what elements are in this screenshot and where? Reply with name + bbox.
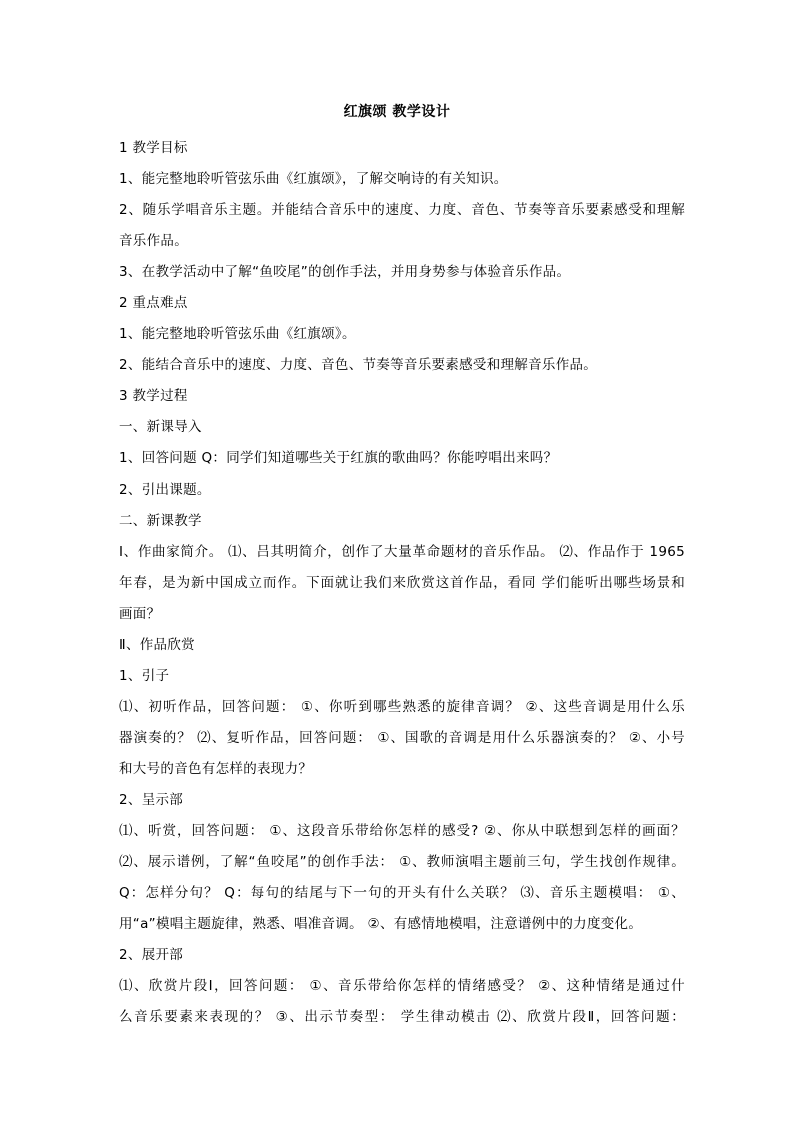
- subsection-heading-intro: 一、新课导入: [119, 419, 202, 436]
- paragraph-line: ⑴、初听作品，回答问题： ①、你听到哪些熟悉的旋律音调？ ②、这些音调是用什么乐: [119, 698, 685, 715]
- paragraph-line: 2、能结合音乐中的速度、力度、音色、节奏等音乐要素感受和理解音乐作品。: [119, 357, 598, 374]
- paragraph-line: 和大号的音色有怎样的表现力？: [119, 760, 313, 777]
- paragraph-line: 么音乐要素来表现的？ ③、出示节奏型： 学生律动模击 ⑵、欣赏片段Ⅱ，回答问题：: [119, 1009, 685, 1026]
- paragraph-line: 1、回答问题 Q：同学们知道哪些关于红旗的歌曲吗？你能哼唱出来吗？: [119, 450, 558, 467]
- paragraph-line: 画面？: [119, 605, 161, 622]
- subsection-heading-new-lesson: 二、新课教学: [119, 512, 202, 529]
- paragraph-line: 器演奏的？ ⑵、复听作品，回答问题： ①、国歌的音调是用什么乐器演奏的？ ②、小号: [119, 729, 685, 746]
- paragraph-line: Ⅰ、作曲家简介。 ⑴、吕其明简介，创作了大量革命题材的音乐作品。 ⑵、作品作于 1965: [119, 543, 685, 560]
- paragraph-line: 2、引出课题。: [119, 481, 211, 498]
- section-heading-key-points: 2 重点难点: [119, 295, 188, 312]
- paragraph-line: 年春，是为新中国成立而作。下面就让我们来欣赏这首作品，看同 学们能听出哪些场景和: [119, 574, 685, 591]
- section-heading-objectives: 1 教学目标: [119, 140, 188, 156]
- document-title: 红旗颂 教学设计: [343, 104, 451, 120]
- paragraph-line: Q：怎样分句？ Q：每句的结尾与下一句的开头有什么关联？ ⑶、音乐主题模唱： ①、: [119, 885, 685, 902]
- subsection-heading-introduction: 1、引子: [119, 667, 170, 684]
- paragraph-line: ⑴、欣赏片段Ⅰ，回答问题： ①、音乐带给你怎样的情绪感受？ ②、这种情绪是通过什: [119, 978, 685, 995]
- section-heading-process: 3 教学过程: [119, 388, 188, 405]
- document-body: [119, 133, 685, 1033]
- subsection-heading-development: 2、展开部: [119, 947, 184, 964]
- paragraph-line: 2、随乐学唱音乐主题。并能结合音乐中的速度、力度、音色、节奏等音乐要素感受和理解: [119, 202, 685, 219]
- paragraph-line: 用“a”模唱主题旋律，熟悉、唱准音调。 ②、有感情地模唱，注意谱例中的力度变化。: [119, 916, 643, 933]
- subsection-heading-exposition: 2、呈示部: [119, 791, 184, 808]
- subsection-heading-appreciation: Ⅱ、作品欣赏: [119, 636, 195, 653]
- paragraph-line: ⑵、展示谱例，了解“鱼咬尾”的创作手法： ①、教师演唱主题前三句，学生找创作规律。: [119, 854, 685, 871]
- paragraph-line: 1、能完整地聆听管弦乐曲《红旗颂》。: [119, 326, 356, 343]
- paragraph-line: ⑴、听赏，回答问题： ①、这段音乐带给你怎样的感受? ②、你从中联想到怎样的画面？: [119, 823, 685, 840]
- paragraph-line: 3、在教学活动中了解“鱼咬尾”的创作手法，并用身势参与体验音乐作品。: [119, 264, 571, 281]
- paragraph-line: 音乐作品。: [119, 233, 188, 250]
- paragraph-line: 1、能完整地聆听管弦乐曲《红旗颂》，了解交响诗的有关知识。: [119, 171, 508, 188]
